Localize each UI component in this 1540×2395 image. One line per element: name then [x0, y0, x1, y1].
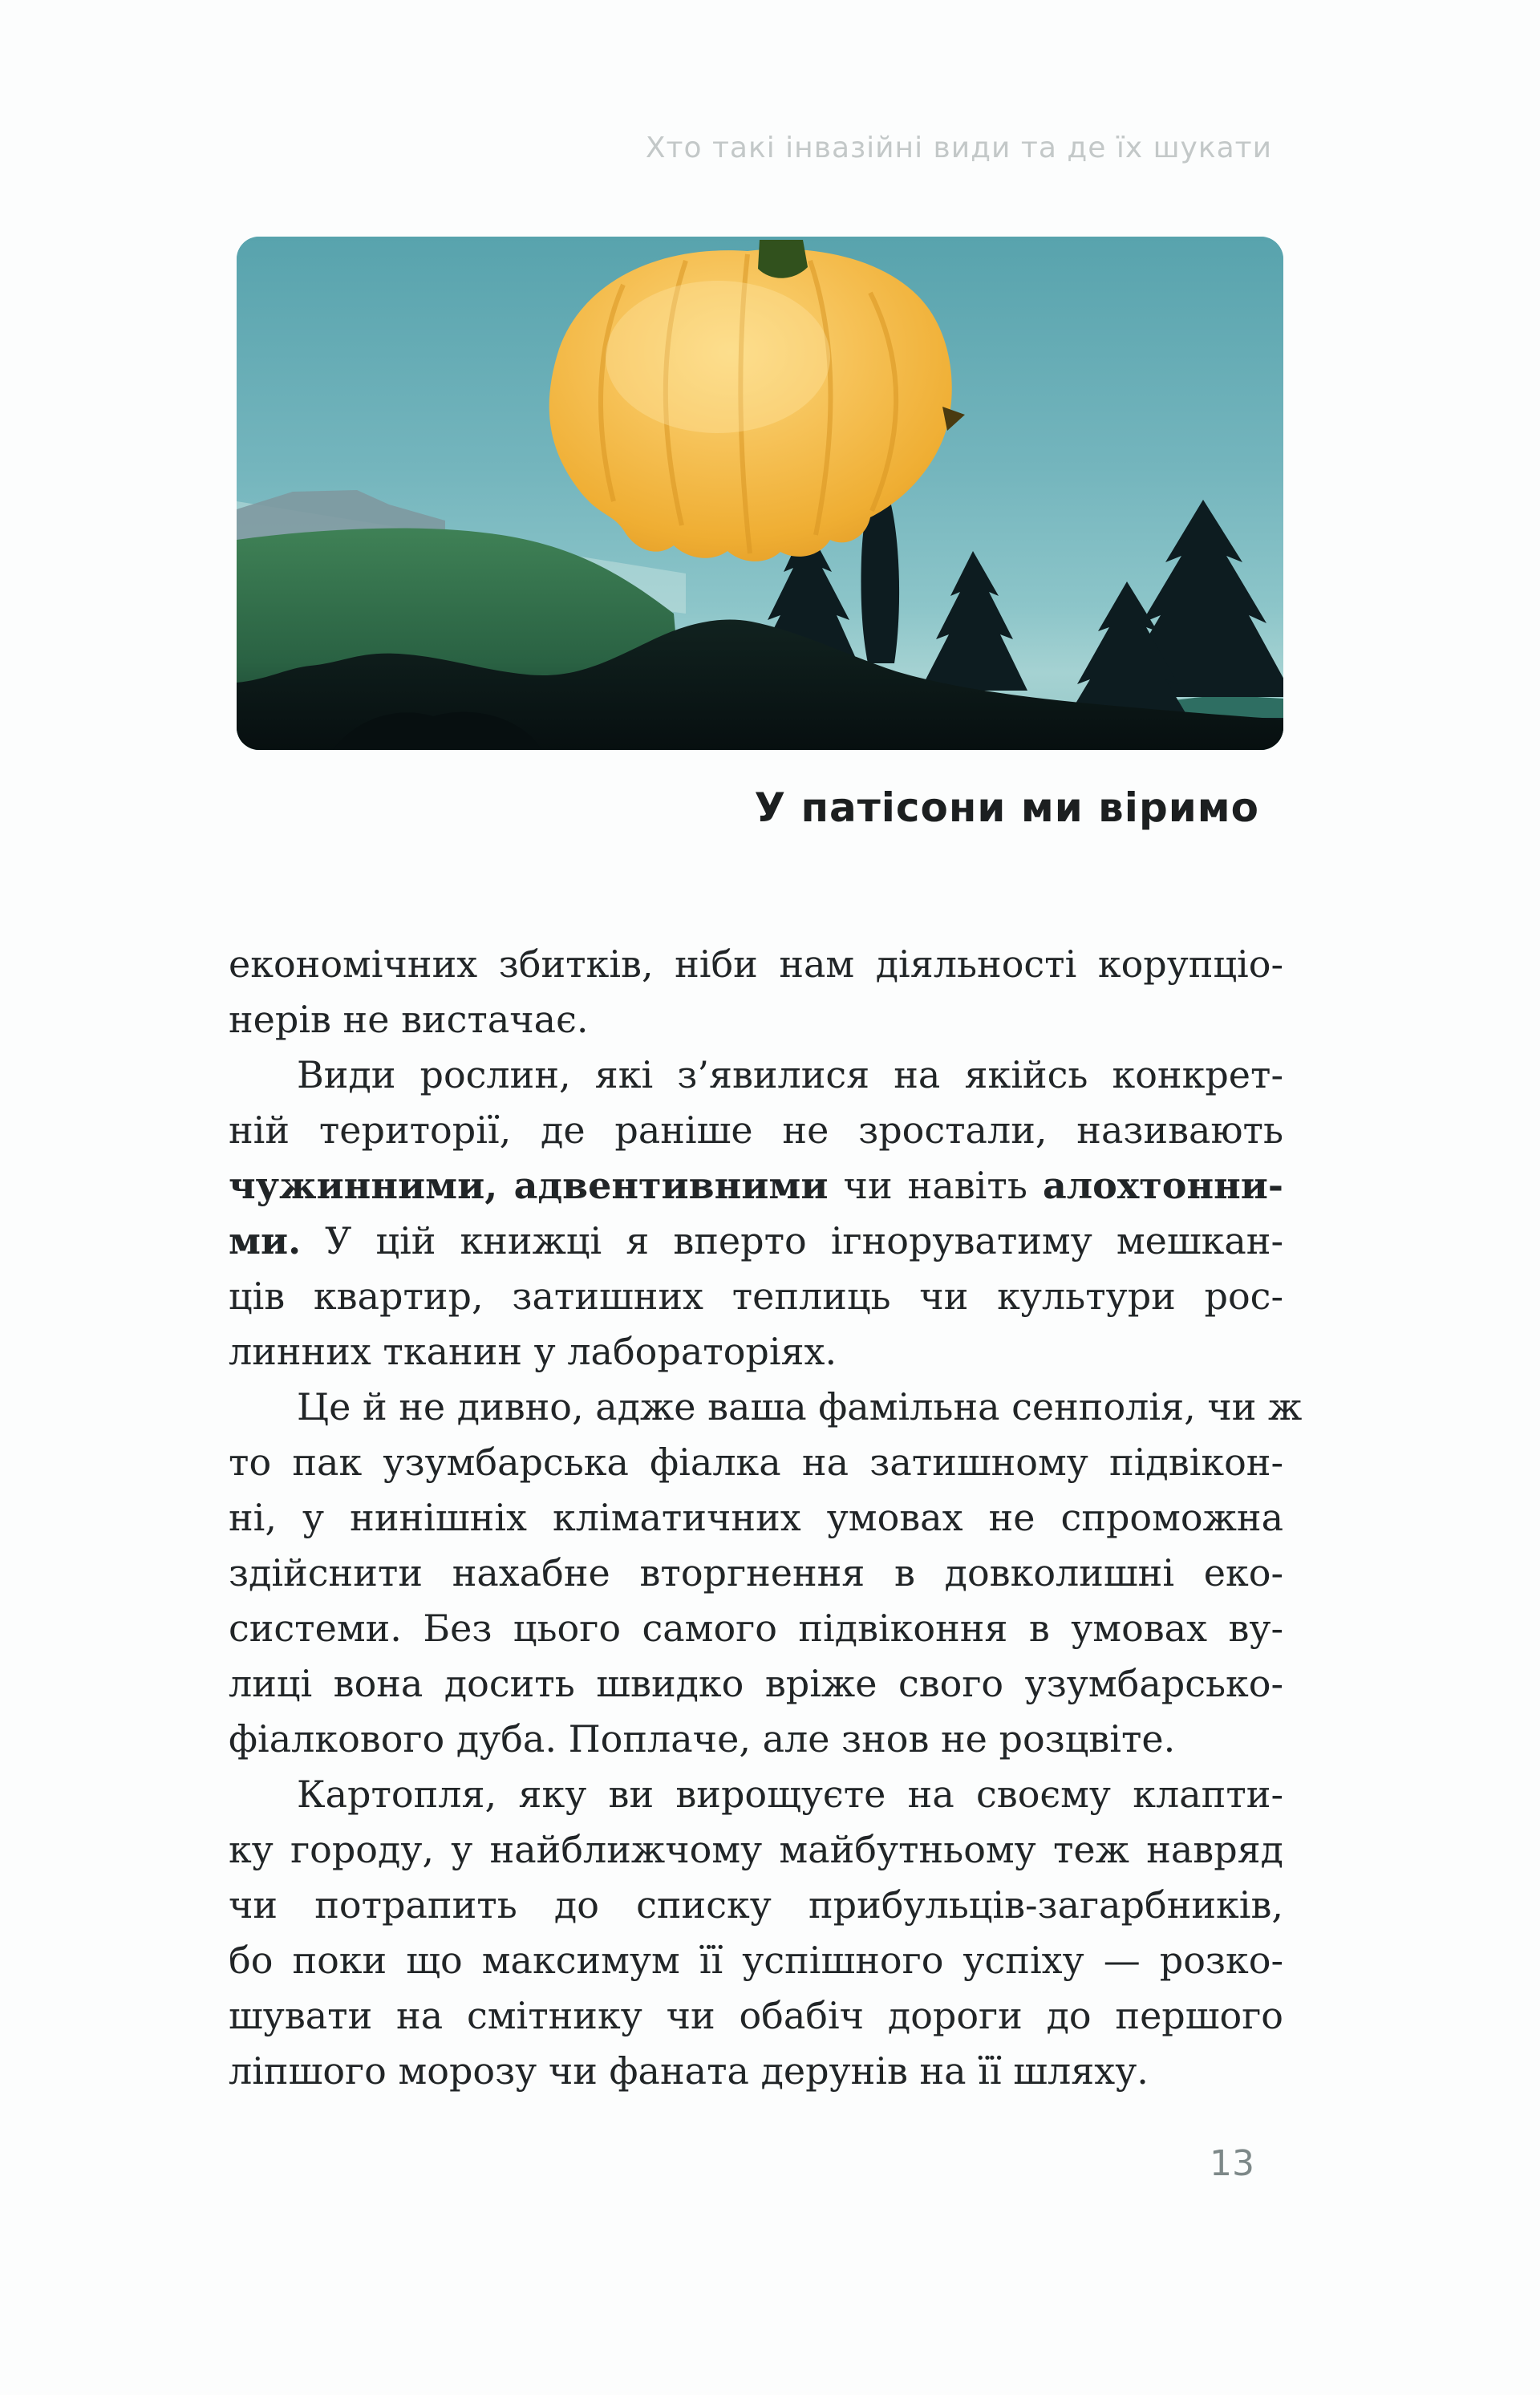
body-line: системи. Без цього самого підвіконня в умовах ву- [229, 1607, 1283, 1650]
body-line: чи потрапить до списку прибульців-загарбників, [229, 1883, 1283, 1927]
body-line: нерів не вистачає. [229, 998, 589, 1041]
body-line: шувати на смітнику чи обабіч дороги до першого [229, 1994, 1283, 2037]
body-line: ми. У цій книжці я вперто ігноруватиму мешкан- [229, 1219, 1283, 1262]
body-line: чужинними, адвентивними чи навіть алохтонни- [229, 1164, 1284, 1207]
body-line: лиці вона досить швидко вріже свого узумбарсько- [229, 1662, 1283, 1705]
body-line: ліпшого морозу чи фаната дерунів на її шляху. [229, 2049, 1149, 2093]
body-line: линних тканин у лабораторіях. [229, 1330, 837, 1373]
body-line: фіалкового дуба. Поплаче, але знов не розцвіте. [229, 1717, 1176, 1761]
body-line: Це й не дивно, адже ваша фамільна сенполія, чи ж [297, 1385, 1303, 1428]
body-line: Види рослин, які з’явилися на якійсь конкрет- [297, 1053, 1283, 1096]
body-line: ні, у нинішніх кліматичних умовах не спроможна [229, 1496, 1283, 1539]
body-line: ців квартир, затишних теплиць чи культури рос- [229, 1274, 1283, 1318]
body-line: ку городу, у найближчому майбутньому теж навряд [229, 1828, 1283, 1871]
squash-highlight [606, 281, 830, 433]
pattypan-landscape-illustration [237, 237, 1283, 750]
running-head: Хто такі інвазійні види та де їх шукати [645, 132, 1272, 164]
figure-caption: У патісони ми віримо [754, 784, 1259, 831]
body-line: то пак узумбарська фіалка на затишному підвікон- [229, 1441, 1283, 1484]
body-line: ній території, де раніше не зростали, називають [229, 1108, 1283, 1152]
body-line: Картопля, яку ви вирощуєте на своєму клапти- [297, 1773, 1283, 1816]
page-number: 13 [1210, 2143, 1254, 2184]
body-text [229, 937, 1303, 2099]
body-line: бо поки що максимум її успішного успіху — розко- [229, 1939, 1283, 1982]
body-line: економічних збитків, ніби нам діяльності корупціо- [229, 942, 1283, 986]
squash-stem [758, 240, 808, 278]
figure-pattypan-collage [237, 237, 1283, 750]
body-line: здійснити нахабне вторгнення в довколишні еко- [229, 1551, 1283, 1595]
